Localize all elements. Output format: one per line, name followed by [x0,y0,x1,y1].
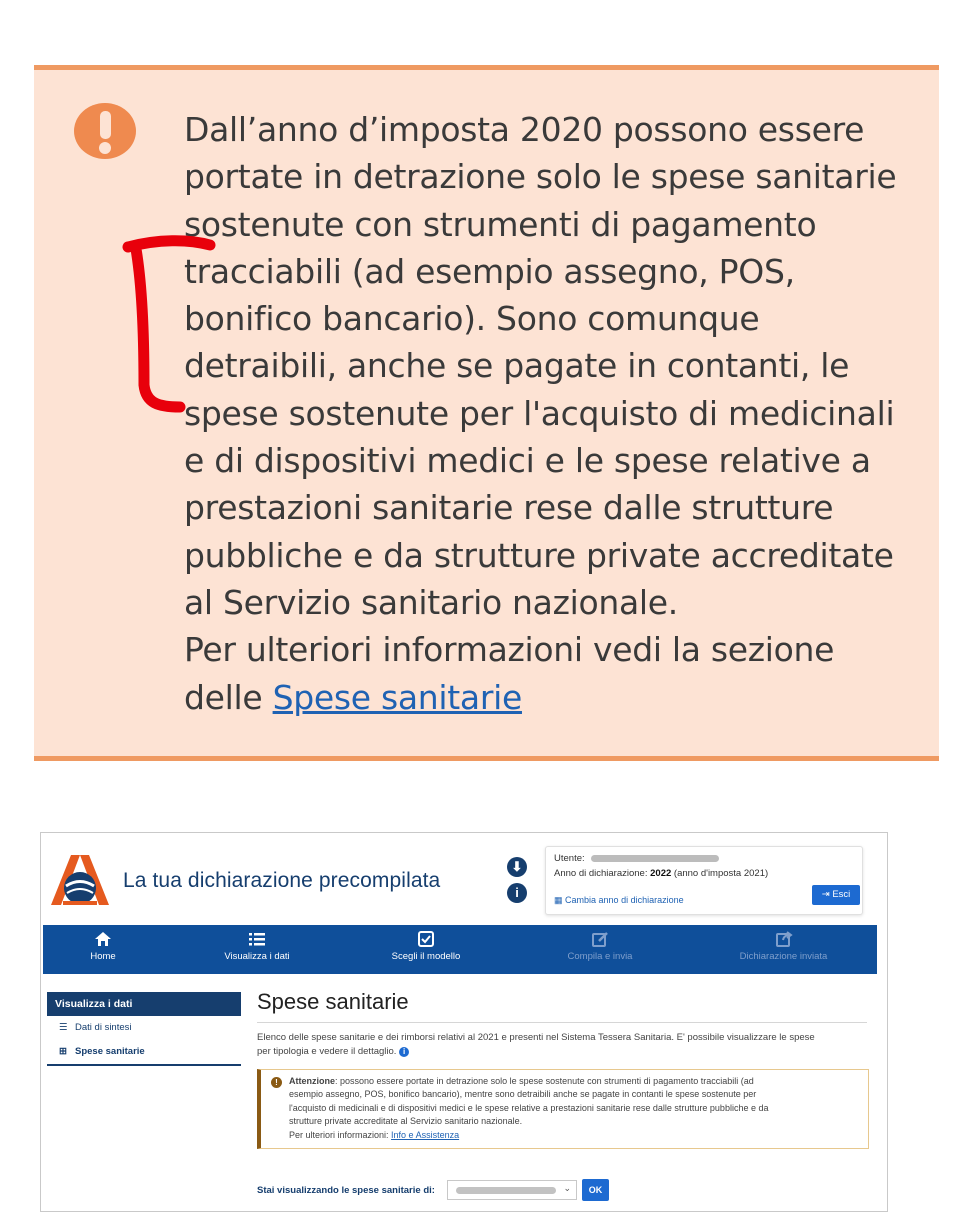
nav-compila-invia[interactable]: Compila e invia [540,925,660,974]
info-icon[interactable]: i [507,883,527,903]
notice-line: portate in detrazione solo le spese sanitarie [184,157,897,197]
nav-dichiarazione-inviata[interactable]: Dichiarazione inviata [721,925,846,974]
notice-line: pubbliche e da strutture private accreditate [184,535,894,575]
warning-icon: ! [271,1077,282,1088]
notice-line: detraibili, anche se pagate in contanti, le [184,346,850,386]
divider [257,1022,867,1023]
nav-home[interactable]: Home [43,925,163,974]
notice-line-last [184,674,924,721]
notice-last-prefix: delle [184,677,273,717]
ok-button[interactable]: OK [582,1179,609,1201]
intro-text: Elenco delle spese sanitarie e dei rimborsi relativi al 2021 e presenti nel Sistema Tessera Sanitaria. E' possibile visualizzare le spese per tipologia e vedere il dettaglio. i [257,1032,815,1057]
download-icon[interactable]: ⬇ [507,857,527,877]
info-icon[interactable]: i [399,1047,409,1057]
sidebar-title: Visualizza i dati [47,992,241,1016]
list-icon [248,930,266,948]
person-select[interactable] [447,1180,577,1200]
exclamation-icon [74,103,136,159]
esci-button[interactable]: ⇥ Esci [812,885,860,905]
blurred-person-name [456,1187,556,1194]
notice-line: spese sostenute per l'acquisto di medicinali [184,393,895,433]
attention-alert: ! Attenzione: possono essere portate in detrazione solo le spese sostenute con strumenti di pagamento tracciabili (ad esempio assegno, POS, bonifico bancario), mentre sono detraibili anche se pagate in contanti le spese sostenute per l'acquisto di medicinali e di dispositivi medici e le spese relative a prestazioni sanitarie rese dalle strutture pubbliche e da strutture private accreditate al Servizio sanitario nazionale. Per ulteriori informazioni: Info e Assistenza [257,1069,869,1149]
notice-line: prestazioni sanitarie rese dalle strutture [184,488,834,528]
list-icon: ☰ [59,1022,68,1033]
sidebar [47,992,241,1066]
agenzia-entrate-logo [49,853,111,907]
main-content [257,989,867,1196]
utente-row: Utente: [554,853,719,864]
nav-visualizza[interactable]: Visualizza i dati [197,925,317,974]
notice-line: bonifico bancario). Sono comunque [184,299,760,339]
info-assistenza-link[interactable]: Info e Assistenza [391,1129,460,1140]
notice-line: Dall’anno d’imposta 2020 possono essere [184,110,865,149]
page-title: Spese sanitarie [257,989,409,1014]
viewing-label: Stai visualizzando le spese sanitarie di: [257,1185,435,1196]
main-navbar [43,925,877,974]
sidebar-item-spese-sanitarie[interactable]: ⊞ Spese sanitarie [47,1040,241,1066]
edit-icon [591,930,609,948]
chevron-down-icon: ⌄ [563,1183,571,1193]
notice-line: al Servizio sanitario nazionale. [184,582,678,622]
calendar-icon: ▦ [554,895,563,905]
nav-scegli-modello[interactable]: Scegli il modello [366,925,486,974]
checkbox-icon [417,930,435,948]
notice-line: Per ulteriori informazioni vedi la sezione [184,630,835,670]
sidebar-item-dati-sintesi[interactable]: ☰ Dati di sintesi [47,1016,241,1040]
medical-icon: ⊞ [59,1046,67,1057]
notice-text [184,106,924,721]
logout-icon: ⇥ [821,889,830,900]
cambia-anno-link[interactable]: ▦ Cambia anno di dichiarazione [554,895,684,905]
notice-line: sostenute con strumenti di pagamento [184,204,817,244]
notice-line: tracciabili (ad esempio assegno, POS, [184,251,795,291]
blurred-user-id [591,855,719,862]
notice-line: e di dispositivi medici e le spese relative a [184,441,871,481]
app-title: La tua dichiarazione precompilata [123,869,441,892]
spese-sanitarie-link[interactable]: Spese sanitarie [272,677,522,717]
anno-row: Anno di dichiarazione: 2022 (anno d'imposta 2021) [554,868,769,879]
app-header [41,833,887,925]
home-icon [94,930,112,948]
embedded-screenshot [40,832,888,1212]
user-box [545,846,863,915]
share-icon [775,930,793,948]
